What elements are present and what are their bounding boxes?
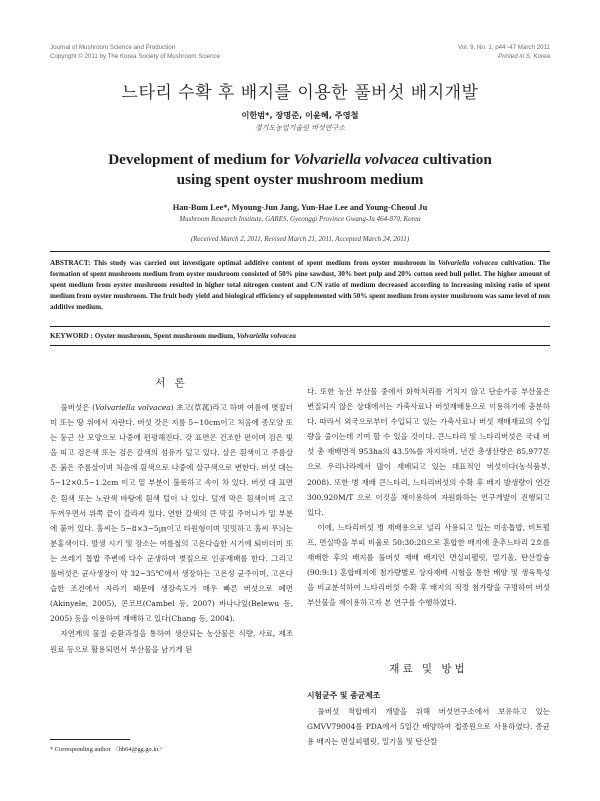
left-column	[50, 400, 293, 657]
title-english-part1: Development of medium for	[108, 151, 294, 168]
affiliation-english: Mushroom Research Institute, GARES, Gyeonggi Province Gwang-Ju 464-870, Korea	[179, 215, 421, 223]
abstract	[50, 258, 550, 313]
abstract-text-2: cultivation. The formation of spent mushroom medium from oyster mushroom consisted of 50% pine sawdust, 30% beet pulp and 20% cotton seed hull pellet. The higher amount of spent medium from oyster mushroom resulted in higher total nitrogen content and C/N ratio of medium decreased according to increasing mixing ratio of spent medium from oyster mushroom. The fruit body yield and biological efficiency of supplemented with 50% spent medium from oyster mushroom was same level of non additive medium.	[50, 259, 550, 311]
methods-paragraph-1: 풀버섯 적합배지 개발을 위해 버섯연구소에서 보유하고 있는 GMVV79004를 PDA에서 5일간 배양하여 접종원으로 사용하였다. 종균용 배지는 면실피펠릿, 밀기울 및 탄산칼	[307, 707, 550, 747]
intro-p1-b: ) 초고(草菰)라고 하며 여름에 볏짚더미 또는 땅 위에서 자란다. 버섯 갓은 지름 5~10cm이고 처음에 종모양 또는 둥근 산 모양으로 나중에 편평해진다. 갓 표면은 건조한 편이며 검은 빛을 띠고 검은색 또는 검은 갈색의 섬유가 덮고 있다. 살은 흰색이고 주름살은 붉은 주름살이며 처음에 흰색으로 나중에 살구색으로 변한다. 버섯 대는 5~12×0.5~1.2cm 이고 밑 부분이 불룩하고 속이 차 있다. 버섯 대 표면은 흰색 또는 노란색 바탕에 흰색 털이 나 있다. 덮개 막은 흰색이며 크고 두꺼우면서 위쪽 끝이 갈라져 있다. 연한 갈색의 큰 막질 주머니가 밑 부분에 붙어 있다. 홀씨는 5~8×3~5㎛이고 타원형이며 밋밋하고 홀씨 무늬는 분홍색이다. 발생 시기 및 장소는 여름철의 고온다습한 시기에 퇴비더미 또는 쓰레기 톱밥 주변에 다수 군생하며 볏짚으로 인공재배를 한다. 그리고 풀버섯은 균사생장이 약 32~35℃에서 생장하는 고온성 균주이며, 고온다습한 조건에서 자라기 때문에 생장속도가 매우 빠른 버섯으로 폐면(Akinyele, 2005), 콘코브(Cambel 등, 2007) 바나나잎(Belewu 등, 2005) 등을 이용하여 재배하고 있다(Chang 등, 2004).	[50, 403, 293, 624]
abstract-top-rule	[50, 251, 550, 252]
volume-info: Vol. 9, No. 1, p44~47 March 2011	[458, 44, 550, 51]
abstract-species: Volvariella volvacea	[438, 259, 498, 267]
authors-korean: 이한범*, 장명준, 이윤혜, 주영철	[241, 110, 359, 120]
abstract-mid-rule	[50, 326, 550, 327]
abstract-label: ABSTRACT:	[50, 259, 91, 267]
abstract-text-1: This study was carried out investigate optimal additive content of spent medium from oyster mushroom in	[90, 259, 439, 267]
running-header-left	[50, 44, 220, 61]
affiliation-korean: 경기도농업기술원 버섯연구소	[254, 124, 346, 132]
right-column-bottom	[307, 704, 550, 749]
title-korean: 느타리 수확 후 배지를 이용한 풀버섯 배지개발	[121, 83, 479, 103]
keywords	[50, 332, 550, 340]
intro-paragraph-3: 다. 또한 농산 부산물 중에서 화학처리를 거치지 않고 단순가공 부산물은 변질되지 않은 상태에서는 가축사료나 버섯재배용으로 이용하기에 충분하다. 따라서 외국으로부터 수입되고 있는 가축사료나 버섯 재배재료의 수입량을 줄이는데 기여 할 수 있을 것이다. 큰느타리 및 느타리버섯은 국내 버섯 총 재배면적 953ha의 43.5%를 차지하며, 년간 총생산량은 85,977톤으로 우리나라에서 많이 재배되고 있는 대표적인 버섯이다(농식품부, 2008). 또한 병 재배 큰느타리, 느타리버섯의 수확 후 배지 발생량이 연간 300,920M/T 으로 이것을 재이용하여 자원화하는 연구개발이 진행되고 있다.	[307, 387, 550, 517]
printed-in: Printed in S. Korea	[498, 52, 550, 60]
copyright-line: Copyright © 2011 by The Korea Society of Mushroom Science	[50, 52, 221, 60]
intro-paragraph-1	[50, 400, 293, 626]
keyword-text: : Oyster mushroom, Spent mushroom medium,	[88, 332, 237, 340]
journal-name: Journal of Mushroom Science and Production	[50, 44, 176, 51]
heading-introduction: 서 론	[155, 377, 188, 389]
title-english-species: Volvariella volvacea	[293, 151, 419, 168]
received-dates: (Received March 2, 2011, Revised March 21, 2011, Accepted March 24, 2011)	[190, 235, 410, 243]
intro-paragraph-2: 자연계의 물질 순환과정을 통하여 생산되는 농산물은 식량, 사료, 제조원료 등으로 활용되면서 부산물을 남기게 된	[50, 629, 293, 654]
footnote-rule	[50, 739, 130, 740]
running-header-right	[458, 44, 550, 61]
keyword-bottom-rule	[50, 345, 550, 346]
right-column-top	[307, 384, 550, 610]
intro-p1-a: 풀버섯은 (	[60, 403, 96, 412]
title-english	[40, 150, 560, 189]
intro-p1-species: Volvariella volvacea	[95, 403, 171, 412]
footnote: * Corresponding author 〈hb64@gg.go.kr〉	[50, 746, 166, 753]
title-english-line2: using spent oyster mushroom medium	[176, 170, 424, 188]
subheading-strain: 시험균주 및 종균제조	[307, 691, 381, 700]
title-english-part2: cultivation	[418, 151, 492, 168]
keyword-label: KEYWORD	[50, 332, 89, 340]
keyword-species: Volvariella volvacea	[236, 332, 296, 340]
authors-english: Han-Bum Lee*, Myoung-Jun Jang, Yun-Hae Lee and Young-Cheoul Ju	[172, 203, 428, 212]
intro-paragraph-4: 이에, 느타리버섯 병 재배용으로 널리 사용되고 있는 미송톱밥, 비트펄프, 면실박을 부피 비율로 50:30:20으로 혼합한 배지에 춘추느타리 2호를 재배한 후의 배지를 풀버섯 재배 배지인 면실피펠릿, 밀기울, 탄산칼슘(90:9:1) 혼합배지에 첨가량별로 상자재배 시험을 통한 배양 및 생육특성을 비교분석하여 느타리버섯 수확 후 배지의 적정 첨가량을 구명하여 버섯 부산물을 재이용하고자 본 연구를 수행하였다.	[307, 522, 550, 608]
heading-materials-methods: 재료 및 방법	[389, 663, 468, 675]
